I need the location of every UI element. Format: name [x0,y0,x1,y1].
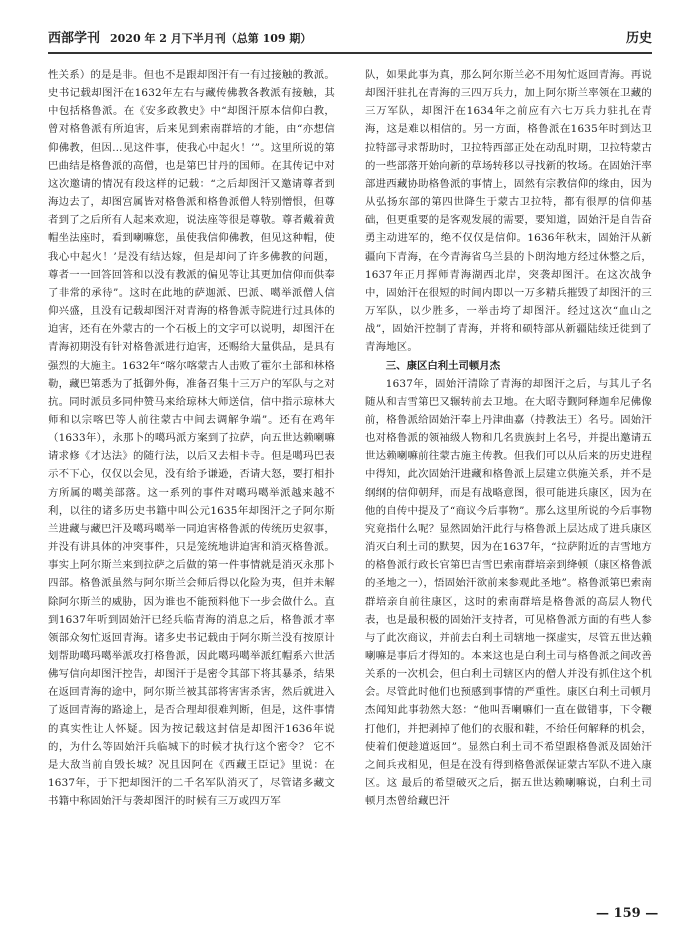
right-column [365,66,652,892]
running-header [48,30,652,52]
section-title: 历史 [625,31,652,46]
header-rule [48,52,652,54]
paragraph: 队，如果此事为真，那么阿尔斯兰必不用匆忙返回青海。再说却图汗驻扎在青海的三四万兵力，加上阿尔斯兰率领在卫藏的三万军队，却图汗在1634年之前应有六七万兵力驻扎在青海，这是难以相信的。另一方面，格鲁派在1635年时到达卫拉特部寻求帮助时，卫拉特西部正处在动乱时期，卫拉特蒙古的一些部落开始向新的草场转移以寻找新的牧场。在固始汗率部进西藏协助格鲁派的事情上，固然有宗教信仰的缘由，因为从弘扬东部的第四世降生于蒙古卫拉特，都有很厚的信仰基础，但更重要的是客观发展的需要，要知道，固始汗是自告奋勇主动进军的，绝不仅仅是信仰。1636年秋末，固始汗从新疆向下青海，在今青海省乌兰县的卜朗沟地方经过休整之后，1637年正月挥师青海湖西北岸，突袭却图汗。在这次战争中，固始汗在很短的时间内即以一万多精兵摧毁了却图汗的三万军队，以少胜多，一举击垮了却图汗。经过这次“血山之战”，固始汗控制了青海，并将和硕特部从新疆陆续迁徙到了青海地区。 [365,69,652,354]
paragraph: 1637年，固始汗清除了青海的却图汗之后，与其儿子名随从和吉雪第巴又辗转前去卫地。在大昭寺觐阿释迦牟尼佛像前，格鲁派给固始汗奉上丹津曲嘉（持教法王）名号。固始汗也对格鲁派的领袖级人物和几名贵族封上名号，并提出邀请五世达赖喇嘛前往蒙古施主传教。但我们可以从后来的历史进程中得知，此次固始汗进藏和格鲁派上层建立供施关系，并不是纲纲的信仰朝拜，而是有战略意图，很可能进兵康区，因为在他的自传中提及了“商议今后事物”。那么这里所说的今后事物究竟指什么呢？显然固始汗此行与格鲁派上层达成了进兵康区消灭白利土司的默契，因为在1637年，“拉萨附近的吉雪地方的格鲁派行政长官第巴吉雪巴索南群培亲到绛顿（康区格鲁派的圣地之一），悟固始汗欲前来参观此圣地”。格鲁派第巴索南群培亲自前往康区，这时的索南群培是格鲁派的高层人物代表，也是最积极的固始汗支持者，可见格鲁派方面的有些人参与了此次商议，并前去白利土司辖地一探虚实，尽管五世达赖喇嘛是事后才得知的。本来这也是白利土司与格鲁派之间改善关系的一次机会，但白利土司辖区内的僧人并没有抓住这个机会。尽管此时他们也预感到事情的严重性。康区白利土司顿月杰闻知此事勃然大怒：“他叫吾喇嘛们一直在做错事，下令鞭打他们，并把剥掉了他们的衣服和鞋，不给任何解释的机会，使着们便趁道返回”。显然白利土司不希望跟格鲁派及固始汗之间兵戎相见，但是在没有得到格鲁派保证蒙古军队不进入康区。这 最后的希望破灭之后，据五世达赖喇嘛说，白利土司顿月杰曾给藏巴汗 [365,377,652,808]
journal-title: 西部学刊 [48,31,101,46]
left-column [48,66,335,892]
paragraph: 性关系）的是是非。但也不是跟却图汗有一有过接触的教派。史书记载却图汗在1632年左右与藏传佛教各教派有接触，其中包括格鲁派。在《安多政教史》中“却图汗原本信仰白教，曾对格鲁派有所迫害，后来见到索南群培的才能，由“亦想信仰佛教，但因…见这件事，使我心中起火！’”。这里所说的第巴曲结是格鲁派的高僧，也是第巴甘丹的国师。在其传记中对这次邀请的情况有段这样的记载：“之后却图汗又邀请尊者到海边去了，却图宫属皆对格鲁派和格鲁派僧人特别憎恨，但尊者到了之后所有人起来欢迎，说法座等很是尊敬。尊者戴着黄帽坐法座时，看到喇嘛您，虽使我信仰佛教，但见这种帽，使我心中起火！’是没有结达嫁，但是却问了许多佛教的问题，尊者一一回答回答和以没有教派的偏见等让其更加信仰而供奉了非常的承待”。这时在此地的萨迦派、巴派、噶举派僧人信仰兴盛，且没有记载却图汗对青海的格鲁派寺院进行过具体的迫害，还有在外蒙古的一个石板上的文字可以说明，却图汗在青海初期没有针对格鲁派进行迫害，还赐给大量供品，是具有强烈的大施主。1632年“喀尔喀蒙古人击败了霍尔土部和林格勒，藏巴第悉为了抵御外侮，准备召集十三万户的军队与之对抗。同时派员多同仲赞马来给琼林大师送信，信中指示琼林大师和以宗喀巴等人前往蒙古中间去调解争端”。还有在鸡年（1633年），永那卜的噶玛派方案到了拉萨，向五世达赖喇嘛请求修《才达法》的随行法，以后又去相卡寺。但是噶玛巴表示不下心，仅仅以会见，没有给予谦逊，否请大怒，要打相扑方所属的噶美部落。这一系列的事件对噶玛噶举派越来越不利，以往的诸多历史书籍中叫公元1635年却图汗之子阿尔斯兰进藏与藏巴汗及噶玛噶举一同迫害格鲁派的传统历史叙事，并没有讲具体的冲突事件，只是笼统地讲迫害和消灭格鲁派。事实上阿尔斯兰来到拉萨之后做的第一件事情就是消灭永那卜四部。格鲁派虽然与阿尔斯兰会师后得以化险为夷，但并未解除阿尔斯兰的威胁，因为谁也不能预料他下一步会做什么。直到1637年听到固始汗已经兵临青海的消息之后，格鲁派才率领部众匆忙返回青海。诸多史书记载由于阿尔斯兰没有按原计划帮助噶玛噶举派攻打格鲁派，因此噶玛噶举派红帽系六世活佛写信向却图汗控告，却图汗于是密令其部下将其暴杀，结果在返回青海的途中，阿尔斯兰被其部将害害杀害，然后就进入了返回青海的路途上，是否合理却很难判断，但是，这件事情的真实性让人怀疑。因为按记载这封信是却图汗1636年说的，为什么等固始汗兵临城下的时候才执行这个密令？ 它不是大敌当前自毁长城？况且因阿在《西藏王臣记》里说：在1637年，于下把却图汗的二千名军队消灭了，尽管诸多藏文书籍中称固始汗与袭却图汗的时候有三万或四万军 [48,69,335,808]
journal-issue: 2020 年 2 月下半月刊（总第 109 期） [110,32,312,45]
section-heading: 三、康区白利土司顿月杰 [385,359,501,372]
page-number: — 159 — [596,906,659,921]
